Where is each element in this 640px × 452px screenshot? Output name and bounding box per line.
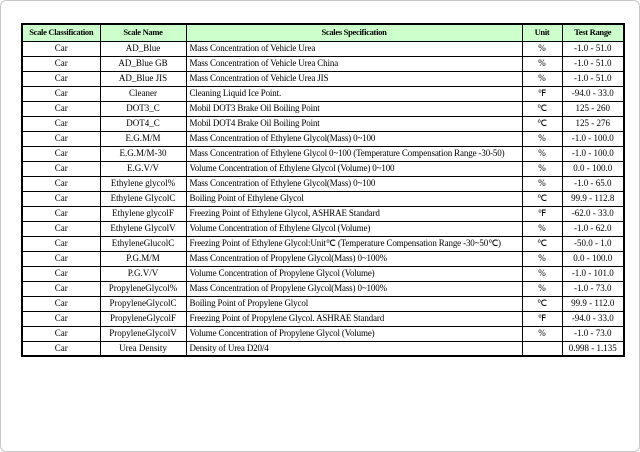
cell-scales-specification: Volume Concentration of Ethylene Glycol (Volume) [186,221,522,236]
cell-unit: ℃ [522,191,562,206]
table-row [22,341,624,356]
cell-scale-classification: Car [22,176,100,191]
table-row [22,326,624,341]
table-row [22,101,624,116]
cell-scale-classification: Car [22,251,100,266]
cell-scales-specification: Mass Concentration of Propylene Glycol(Mass) 0~100% [186,281,522,296]
cell-scale-classification: Car [22,221,100,236]
cell-test-range: 0.998 - 1.135 [562,341,624,356]
cell-unit: % [522,176,562,191]
cell-scales-specification: Mass Concentration of Propylene Glycol(Mass) 0~100% [186,251,522,266]
cell-scale-classification: Car [22,296,100,311]
cell-scale-name: E.G.V/V [100,161,186,176]
cell-test-range: -1.0 - 51.0 [562,71,624,86]
column-header-scales-specification: Scales Specification [186,24,522,41]
table-row [22,221,624,236]
cell-scale-name: Ethylene glycolF [100,206,186,221]
cell-test-range: 99.9 - 112.0 [562,296,624,311]
cell-scales-specification: Density of Urea D20/4 [186,341,522,356]
cell-test-range: -1.0 - 51.0 [562,56,624,71]
cell-test-range: -94.0 - 33.0 [562,86,624,101]
cell-scales-specification: Mass Concentration of Vehicle Urea China [186,56,522,71]
cell-scale-classification: Car [22,326,100,341]
cell-scale-name: AD_Blue JIS [100,71,186,86]
table-row [22,251,624,266]
scales-table [21,23,625,357]
cell-scales-specification: Mass Concentration of Vehicle Urea JIS [186,71,522,86]
cell-scale-classification: Car [22,191,100,206]
cell-scale-classification: Car [22,116,100,131]
table-row [22,116,624,131]
cell-unit: ℃ [522,296,562,311]
table-row [22,86,624,101]
cell-scale-classification: Car [22,56,100,71]
table-body [22,41,624,356]
cell-unit: ℃ [522,101,562,116]
cell-test-range: -50.0 - 1.0 [562,236,624,251]
cell-scale-name: PropyleneGlycolF [100,311,186,326]
cell-unit: % [522,281,562,296]
table-row [22,191,624,206]
cell-scale-name: DOT3_C [100,101,186,116]
cell-scale-classification: Car [22,71,100,86]
cell-scales-specification: Boiling Point of Propylene Glycol [186,296,522,311]
cell-scale-name: Urea Density [100,341,186,356]
table-row [22,236,624,251]
cell-test-range: 125 - 260 [562,101,624,116]
table-row [22,71,624,86]
cell-unit: ℃ [522,236,562,251]
cell-unit: ℃ [522,116,562,131]
cell-unit: % [522,41,562,56]
cell-scale-name: Ethylene glycol% [100,176,186,191]
cell-test-range: -62.0 - 33.0 [562,206,624,221]
cell-scale-name: PropyleneGlycolC [100,296,186,311]
cell-scales-specification: Mass Concentration of Ethylene Glycol(Mass) 0~100 [186,176,522,191]
cell-scale-name: E.G.M/M-30 [100,146,186,161]
cell-scales-specification: Volume Concentration of Ethylene Glycol (Volume) 0~100 [186,161,522,176]
cell-scale-name: Cleaner [100,86,186,101]
cell-scale-classification: Car [22,311,100,326]
header-row [22,24,624,41]
table-row [22,281,624,296]
column-header-test-range: Test Range [562,24,624,41]
cell-scale-name: AD_Blue [100,41,186,56]
table-header [22,24,624,41]
cell-scale-name: PropyleneGlycol% [100,281,186,296]
cell-unit: % [522,326,562,341]
cell-test-range: -1.0 - 100.0 [562,131,624,146]
cell-unit: % [522,131,562,146]
cell-scale-classification: Car [22,161,100,176]
cell-unit [522,341,562,356]
cell-scale-name: Ethylene GlycolC [100,191,186,206]
cell-unit: ℉ [522,311,562,326]
cell-scales-specification: Mass Concentration of Ethylene Glycol 0~100 (Temperature Compensation Range -30-50) [186,146,522,161]
table-row [22,296,624,311]
table-row [22,131,624,146]
cell-scale-classification: Car [22,131,100,146]
cell-scales-specification: Cleaning Liquid Ice Point. [186,86,522,101]
cell-scale-name: P.G.V/V [100,266,186,281]
cell-test-range: -1.0 - 65.0 [562,176,624,191]
cell-test-range: -1.0 - 51.0 [562,41,624,56]
cell-test-range: -1.0 - 100.0 [562,146,624,161]
cell-scale-classification: Car [22,86,100,101]
cell-scale-name: PropyleneGlycolV [100,326,186,341]
cell-scales-specification: Freezing Point of Ethylene Glycol, ASHRAE Standard [186,206,522,221]
cell-unit: ℉ [522,86,562,101]
column-header-scale-name: Scale Name [100,24,186,41]
cell-scales-specification: Volume Concentration of Propylene Glycol (Volume) [186,266,522,281]
cell-scale-name: E.G.M/M [100,131,186,146]
cell-test-range: -94.0 - 33.0 [562,311,624,326]
cell-scales-specification: Mass Concentration of Ethylene Glycol(Mass) 0~100 [186,131,522,146]
cell-scale-classification: Car [22,236,100,251]
table-row [22,146,624,161]
cell-unit: % [522,251,562,266]
cell-test-range: 99.9 - 112.8 [562,191,624,206]
cell-test-range: -1.0 - 101.0 [562,266,624,281]
cell-scale-classification: Car [22,41,100,56]
table-row [22,266,624,281]
cell-scale-classification: Car [22,266,100,281]
cell-scale-classification: Car [22,341,100,356]
column-header-unit: Unit [522,24,562,41]
table-row [22,206,624,221]
table-row [22,56,624,71]
cell-unit: % [522,221,562,236]
cell-scales-specification: Freezing Point of Propylene Glycol. ASHRAE Standard [186,311,522,326]
cell-unit: ℉ [522,206,562,221]
cell-scales-specification: Volume Concentration of Propylene Glycol (Volume) [186,326,522,341]
cell-scale-name: AD_Blue GB [100,56,186,71]
cell-test-range: -1.0 - 73.0 [562,281,624,296]
cell-scale-classification: Car [22,281,100,296]
cell-test-range: 125 - 276 [562,116,624,131]
table-row [22,176,624,191]
cell-test-range: -1.0 - 73.0 [562,326,624,341]
cell-unit: % [522,56,562,71]
cell-scales-specification: Mass Concentration of Vehicle Urea [186,41,522,56]
cell-scale-name: P.G.M/M [100,251,186,266]
cell-test-range: 0.0 - 100.0 [562,251,624,266]
cell-scale-classification: Car [22,146,100,161]
cell-scales-specification: Mobil DOT4 Brake Oil Boiling Point [186,116,522,131]
cell-test-range: -1.0 - 62.0 [562,221,624,236]
cell-scale-name: EthyleneGlucolC [100,236,186,251]
column-header-scale-classification: Scale Classification [22,24,100,41]
cell-scales-specification: Mobil DOT3 Brake Oil Boiling Point [186,101,522,116]
cell-unit: % [522,161,562,176]
table-row [22,41,624,56]
cell-unit: % [522,146,562,161]
cell-scale-name: DOT4_C [100,116,186,131]
table-row [22,311,624,326]
cell-unit: % [522,71,562,86]
cell-unit: % [522,266,562,281]
table-row [22,161,624,176]
cell-scale-classification: Car [22,101,100,116]
cell-scale-classification: Car [22,206,100,221]
cell-test-range: 0.0 - 100.0 [562,161,624,176]
cell-scales-specification: Boiling Point of Ethylene Glycol [186,191,522,206]
cell-scale-name: Ethylene GlycolV [100,221,186,236]
cell-scales-specification: Freezing Point of Ethylene Glycol:Unit℃ (Temperature Compensation Range -30~50℃) [186,236,522,251]
